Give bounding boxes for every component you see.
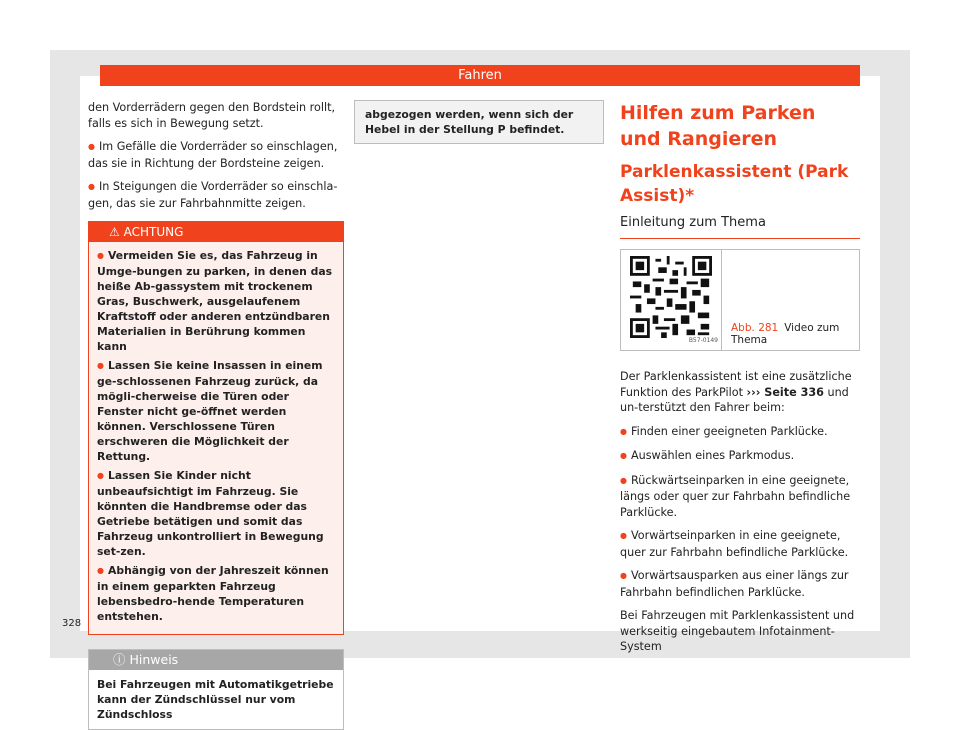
- bullet-text: Rückwärtseinparken in eine geeignete, längs oder quer zur Fahrbahn befindliche Parklücke.: [620, 473, 851, 519]
- info-icon: ⓘ: [113, 652, 126, 667]
- paragraph: den Vorderrädern gegen den Bordstein rollt, falls es sich in Bewegung setzt.: [88, 101, 336, 130]
- paragraph-text: und un-terstützt den Fahrer beim:: [620, 385, 849, 414]
- warning-body: [89, 242, 343, 634]
- warning-header: [89, 222, 343, 242]
- bullet-text: Finden einer geeigneten Parklücke.: [630, 424, 828, 438]
- column-middle: [354, 100, 604, 144]
- bullet-item: [620, 424, 860, 441]
- warning-title: ACHTUNG: [123, 225, 184, 239]
- hint-box: [88, 649, 344, 730]
- bullet-item: [620, 473, 860, 521]
- qr-code-icon: [630, 256, 712, 338]
- bullet-text: Auswählen eines Parkmodus.: [630, 449, 795, 462]
- subsection-title: Einleitung zum Thema: [620, 214, 860, 239]
- bullet-item: [88, 179, 344, 211]
- figure: [620, 249, 860, 351]
- paragraph: Bei Fahrzeugen mit Parklenkassistent und werkseitig eingebautem Infotainment-System: [620, 609, 855, 653]
- page-number: 328: [62, 618, 82, 629]
- bullet-text: Vorwärtseinparken in eine geeignete, quer zur Fahrbahn befindliche Parklücke.: [620, 529, 849, 559]
- paragraph-text: Der Parklenkassistent ist eine zusätzliche Funktion des ParkPilot: [620, 370, 852, 399]
- warning-item-text: Lassen Sie keine Insassen in einem ge-schlossenen Fahrzeug zurück, da mögli-cherweise die Türen oder Fenster nicht ge-öffnet werden können. Verschlossene Türen erschweren die Möglichkeit der Rettung.: [97, 359, 323, 463]
- warning-item: [97, 468, 335, 559]
- chapter-title: Hilfen zum Parken und Rangieren: [620, 102, 816, 150]
- hint-header: [89, 650, 343, 670]
- section-title: Parklenkassistent (Park Assist)*: [620, 162, 849, 206]
- section-header: Fahren: [100, 65, 860, 86]
- figure-caption-text: Video zum Thema: [731, 322, 840, 346]
- figure-label: Abb. 281: [731, 322, 779, 334]
- bullet-item: [620, 528, 860, 560]
- bullet-text: In Steigungen die Vorderräder so einschla-gen, das sie zur Fahrbahnmitte zeigen.: [88, 180, 338, 210]
- page-reference-link[interactable]: ››› Seite 336: [746, 385, 824, 399]
- column-left: [88, 100, 344, 730]
- figure-code: B57-0149: [688, 336, 718, 344]
- qr-code[interactable]: [621, 250, 722, 350]
- column-right: [620, 100, 860, 663]
- bullet-text: Im Gefälle die Vorderräder so einschlagen, das sie in Richtung der Bordsteine zeigen.: [88, 140, 338, 170]
- warning-triangle-icon: ⚠: [109, 225, 120, 239]
- bullet-item: [620, 568, 860, 600]
- warning-item-text: Abhängig von der Jahreszeit können in einem geparkten Fahrzeug lebensbedro-hende Temperaturen entstehen.: [97, 564, 329, 623]
- warning-item: [97, 248, 335, 354]
- figure-caption: [731, 322, 859, 346]
- warning-item: [97, 563, 335, 624]
- warning-item-text: Lassen Sie Kinder nicht unbeaufsichtigt im Fahrzeug. Sie könnten die Handbremse oder das Getriebe betätigen und somit das Fahrzeug unkontrolliert in Bewegung set-zen.: [97, 469, 324, 558]
- hint-body: Bei Fahrzeugen mit Automatikgetriebe kann der Zündschlüssel nur vom Zündschloss: [97, 678, 334, 721]
- bullet-item: [88, 139, 344, 171]
- warning-item-text: Vermeiden Sie es, das Fahrzeug in Umge-bungen zu parken, in denen das heiße Ab-gassystem mit trockenem Gras, Buschwerk, ausgelaufenem Kraftstoff oder anderen entzündbaren Materialien in Berührung kommen kann: [97, 249, 333, 353]
- paragraph: [620, 369, 860, 416]
- hint-title: Hinweis: [129, 652, 179, 667]
- bullet-text: Vorwärtsausparken aus einer längs zur Fahrbahn befindlichen Parklücke.: [620, 569, 849, 599]
- bullet-item: [620, 448, 860, 465]
- hint-continuation: abgezogen werden, wenn sich der Hebel in der Stellung P befindet.: [354, 100, 604, 144]
- warning-item: [97, 358, 335, 464]
- warning-box: [88, 221, 344, 635]
